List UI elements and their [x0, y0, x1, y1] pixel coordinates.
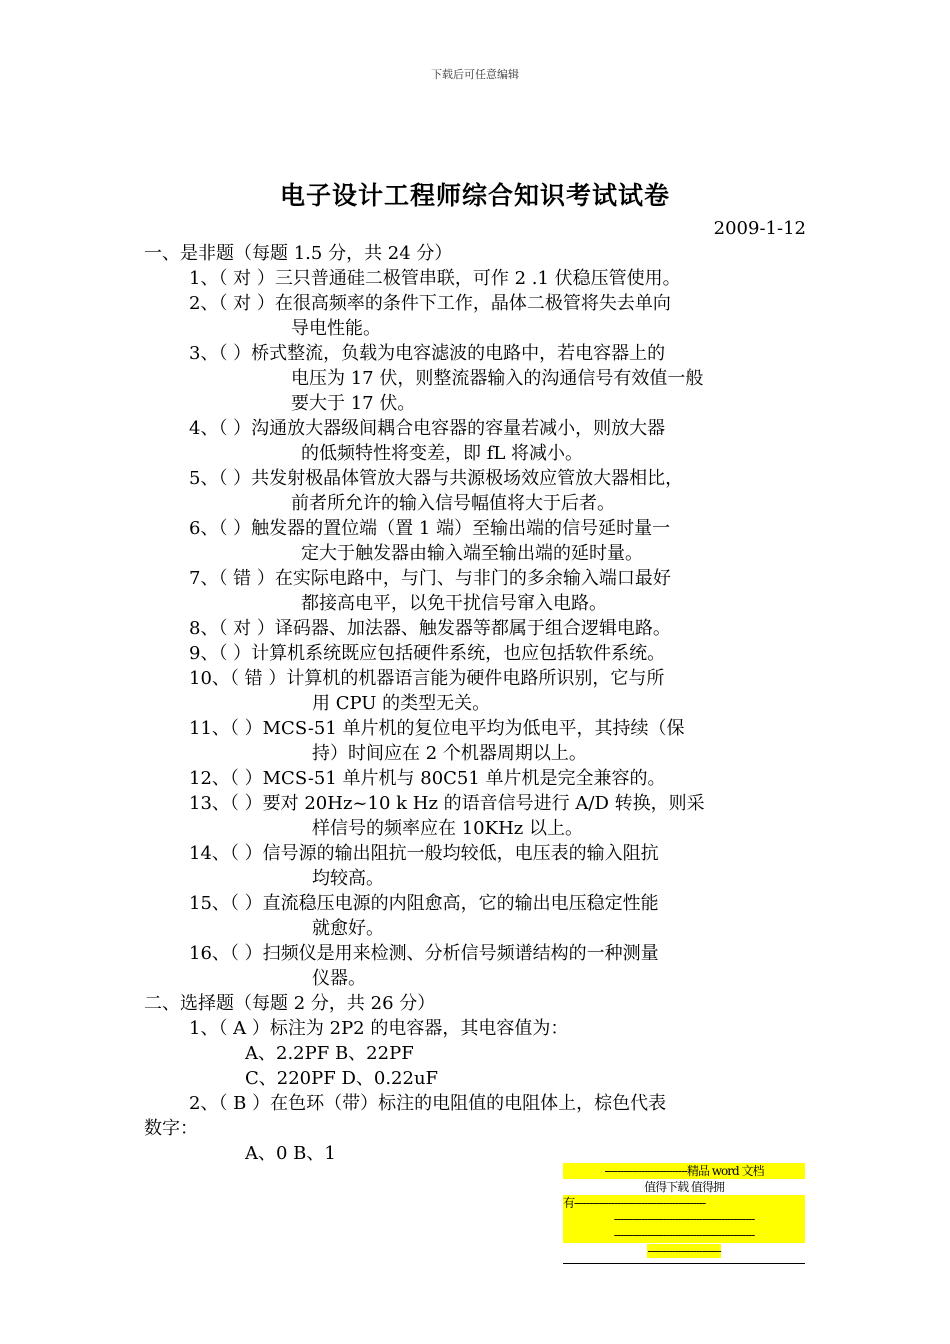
section-2-heading: 二、选择题（每题 2 分，共 26 分） — [144, 993, 436, 1014]
choice-question-1-options-a: A、2.2PF B、22PF — [245, 1043, 414, 1064]
question-5: 5、（ ）共发射极晶体管放大器与共源极场效应管放大器相比， — [189, 468, 684, 489]
page-header: 下载后可任意编辑 — [431, 68, 519, 81]
question-13: 13、（ ）要对 20Hz~10 k Hz 的语音信号进行 A/D 转换，则采 — [189, 793, 705, 814]
document-date: 2009-1-12 — [713, 218, 806, 239]
question-4-cont: 的低频特性将变差，即 fL 将减小。 — [301, 443, 584, 464]
footer-line-5: ---------------------------------------------- — [563, 1227, 805, 1243]
question-5-cont: 前者所允许的输入信号幅值将大于后者。 — [291, 493, 615, 514]
choice-question-1-options-b: C、220PF D、0.22uF — [245, 1068, 439, 1089]
question-14: 14、（ ）信号源的输出阻抗一般均较低，电压表的输入阻抗 — [189, 843, 659, 864]
question-11: 11、（ ）MCS-51 单片机的复位电平均为低电平，其持续（保 — [189, 718, 685, 739]
question-10-cont: 用 CPU 的类型无关。 — [312, 693, 491, 714]
footer-line-1: ---------------------------精品 word 文档 — [563, 1163, 805, 1179]
choice-question-2-cont: 数字： — [144, 1118, 198, 1139]
footer-line-4: ---------------------------------------------- — [563, 1211, 805, 1227]
question-11-cont: 持）时间应在 2 个机器周期以上。 — [312, 743, 587, 764]
choice-question-2-options-a: A、0 B、1 — [245, 1143, 336, 1164]
question-2: 2、（ 对 ）在很高频率的条件下工作，晶体二极管将失去单向 — [189, 293, 671, 314]
question-4: 4、（ ）沟通放大器级间耦合电容器的容量若减小，则放大器 — [189, 418, 666, 439]
question-16-cont: 仪器。 — [312, 968, 366, 989]
question-15: 15、（ ）直流稳压电源的内阻愈高，它的输出电压稳定性能 — [189, 893, 659, 914]
question-9: 9、（ ）计算机系统既应包括硬件系统，也应包括软件系统。 — [189, 643, 666, 664]
question-7: 7、（ 错 ）在实际电路中，与门、与非门的多余输入端口最好 — [189, 568, 671, 589]
question-16: 16、（ ）扫频仪是用来检测、分析信号频谱结构的一种测量 — [189, 943, 659, 964]
footer-line-6 — [563, 1243, 805, 1259]
footer-watermark — [563, 1163, 805, 1259]
document-title: 电子设计工程师综合知识考试试卷 — [279, 181, 670, 210]
question-15-cont: 就愈好。 — [312, 918, 384, 939]
question-14-cont: 均较高。 — [312, 868, 384, 889]
question-3: 3、（ ）桥式整流，负载为电容滤波的电路中，若电容器上的 — [189, 343, 666, 364]
question-6: 6、（ ）触发器的置位端（置 1 端）至输出端的信号延时量一 — [189, 518, 671, 539]
question-3-cont: 电压为 17 伏，则整流器输入的沟通信号有效值一般 — [291, 368, 704, 389]
choice-question-2: 2、（ B ）在色环（带）标注的电阻值的电阻体上，棕色代表 — [189, 1093, 667, 1114]
question-6-cont: 定大于触发器由输入端至输出端的延时量。 — [301, 543, 643, 564]
section-1-heading: 一、是非题（每题 1.5 分，共 24 分） — [144, 243, 453, 264]
question-2-cont: 导电性能。 — [291, 318, 381, 339]
footer-line-6-text: ------------------------ — [647, 1244, 721, 1258]
choice-question-1: 1、（ A ）标注为 2P2 的电容器，其电容值为： — [189, 1018, 569, 1039]
question-3-cont2: 要大于 17 伏。 — [291, 393, 416, 414]
question-13-cont: 样信号的频率应在 10KHz 以上。 — [312, 818, 583, 839]
footer-line-3: 有------------------------------------------- — [563, 1195, 805, 1211]
question-8: 8、（ 对 ）译码器、加法器、触发器等都属于组合逻辑电路。 — [189, 618, 671, 639]
footer-rule — [563, 1263, 805, 1264]
question-7-cont: 都接高电平，以免干扰信号窜入电路。 — [301, 593, 607, 614]
question-10: 10、（ 错 ）计算机的机器语言能为硬件电路所识别，它与所 — [189, 668, 665, 689]
footer-line-2: 值得下载 值得拥 — [644, 1180, 724, 1194]
question-12: 12、（ ）MCS-51 单片机与 80C51 单片机是完全兼容的。 — [189, 768, 666, 789]
question-1: 1、（ 对 ）三只普通硅二极管串联，可作 2 .1 伏稳压管使用。 — [189, 268, 681, 289]
